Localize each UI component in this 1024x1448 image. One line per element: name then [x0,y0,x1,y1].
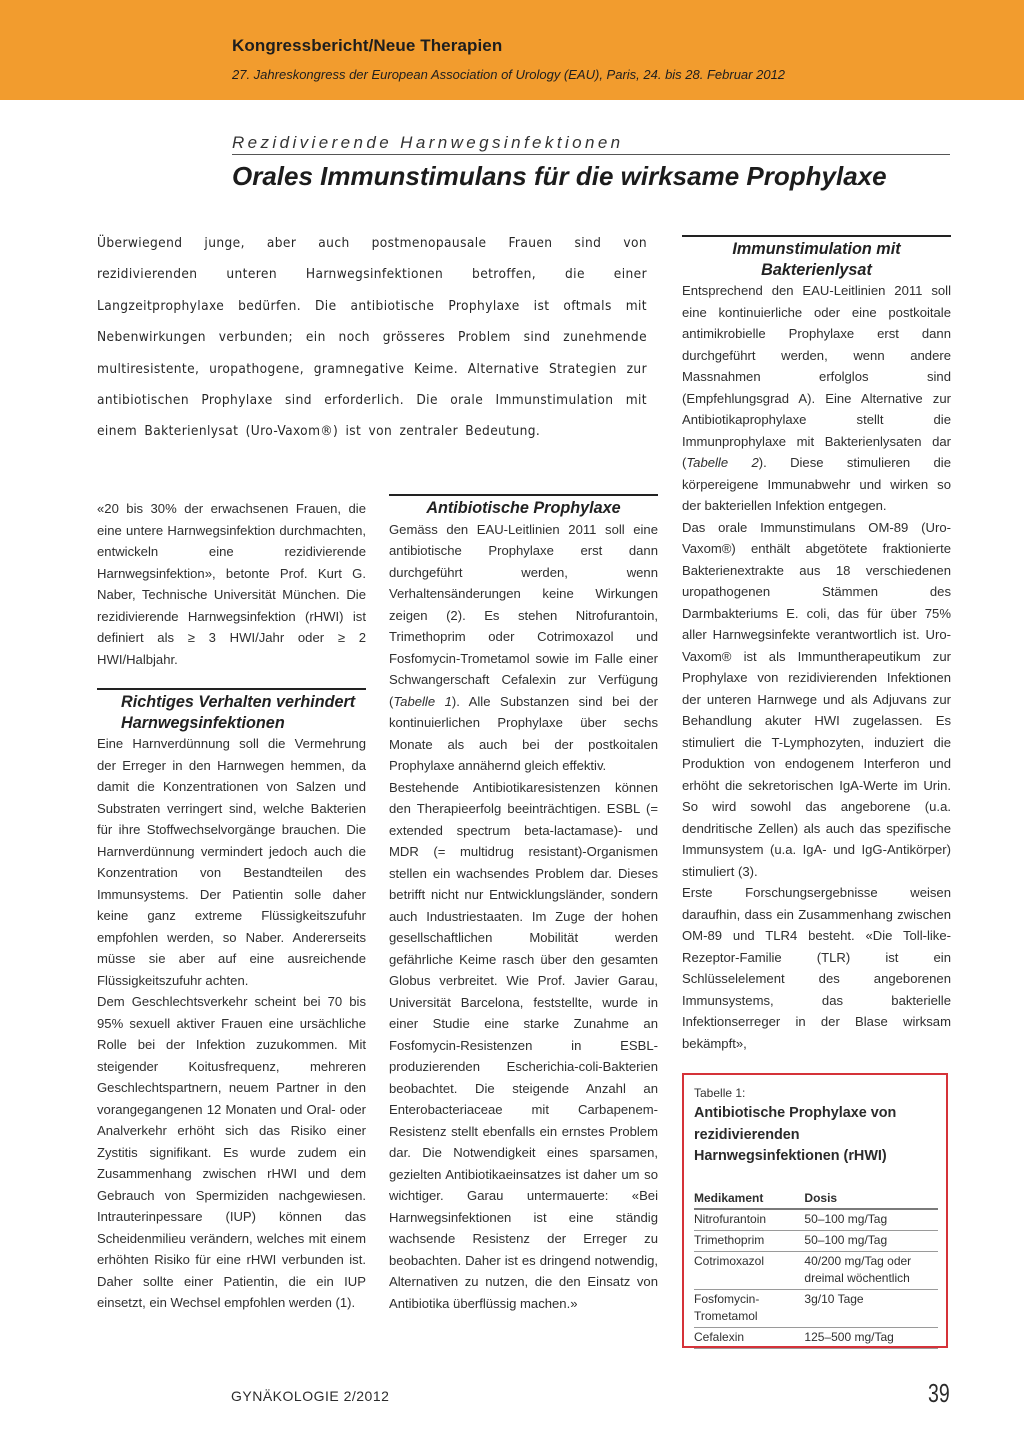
col2-p1-text-b: ). Alle Substanzen sind bei der kontinuierlichen Prophylaxe über sechs Monate als auch bei der postkoitalen Prophylaxe annähernd gleich effektiv. [389,693,658,773]
table-2-reference: Tabelle 2 [686,455,759,470]
table-row [694,1251,938,1289]
table-cell-dose: 50–100 mg/Tag [792,1230,938,1251]
table-1-label: Tabelle 1: [694,1086,746,1100]
table-cell-drug: Nitrofurantoin [694,1209,792,1231]
column-3 [682,235,951,1054]
column-2 [389,494,658,1314]
table-1 [694,1190,938,1349]
table-1-title: Antibiotische Prophylaxe von rezidivierenden Harnwegsinfektionen (rHWI) [694,1105,897,1164]
col3-subheading: Immunstimulation mit Bakterienlysat [682,235,951,280]
table-row [694,1209,938,1231]
col1-subheading: Richtiges Verhalten verhindert Harnwegsinfektionen [97,688,366,733]
col1-paragraph-2: Eine Harnverdünnung soll die Vermehrung der Erreger in den Harnwegen hemmen, da damit die Konzentrationen von Salzen und Substraten verringert sind, welche Bakterien für ihre Stoffwechselvorgänge brauchen. Die Harnverdünnung vermindert jedoch auch die Konzentration von Bestandteilen des Immunsystems. Der Patientin solle daher keine ganz extreme Flüssigkeitszufuhr empfohlen werden, so Naber. Andererseits müsse sie aber auf eine ausreichende Flüssigkeitszufuhr achten. [97,736,366,988]
col2-subheading: Antibiotische Prophylaxe [389,494,658,519]
page-number: 39 [928,1378,950,1408]
col1-paragraph-1: «20 bis 30% der erwachsenen Frauen, die eine untere Harnwegsinfektion durchmachten, entwickeln eine rezidivierende Harnwegsinfektion», betonte Prof. Kurt G. Naber, Technische Universität München. Die rezidivierende Harnwegsinfektion (rHWI) ist definiert als ≥ 3 HWI/Jahr oder ≥ 2 HWI/Halbjahr. [97,501,366,667]
col2-paragraph-2: Bestehende Antibiotikaresistenzen können den Therapieerfolg beeinträchtigen. ESBL (= extended spectrum beta-lactamase)- und MDR (= multidrug resistant)-Organismen stellen ein wachsendes Problem dar. Dieses betrifft nicht nur Entwicklungsländer, sondern auch Industriestaaten. Im Zuge der hohen gesellschaftlichen Mobilität werden gefährliche Keime rasch über den gesamten Globus verbreitet. Wie Prof. Javier Garau, Universität Barcelona, feststellte, wurde in einer Studie eine starke Zunahme an Fosfomycin-Resistenzen in ESBL-produzierenden Escherichia-coli-Bakterien beobachtet. Die steigende Anzahl an Enterobacteriaceae mit Carbapenem-Resistenz stellt ebenfalls ein ernstes Problem dar. Die Notwendigkeit eines sparsamen, gezielten Antibiotikaeinsatzes ist daher um so wichtiger. Garau untermauerte: «Bei Harnwegsinfektionen ist eine ständig wachsende Resistenz der Erreger zu beobachten. Daher ist es dringend notwendig, Alternativen zu nutzen, die den Einsatz von Antibiotika überflüssig machen.» [389,779,658,1311]
article-title: Orales Immunstimulans für die wirksame Prophylaxe [232,161,887,191]
col1-paragraph-3: Dem Geschlechtsverkehr scheint bei 70 bis 95% sexuell aktiver Frauen eine ursächliche Rolle bei der Infektion zuzukommen. Mit steigender Koitusfrequenz, mehreren Geschlechtspartnern, neuem Partner in den vorangegangenen 12 Monaten und Oral- oder Analverkehr erhöht sich das Risiko einer Zystitis signifikant. Es wurde zudem ein Zusammenhang zwischen rHWI und dem Gebrauch von Spermiziden nachgewiesen. Intrauterinpessare (IUP) können das Scheidenmilieu verändern, welches mit einem erhöhten Risiko für eine rHWI verbunden ist. Daher sollte einer Patientin, die ein IUP einsetzt, ein Wechsel empfohlen werden (1). [97,994,366,1310]
column-1 [97,498,366,1314]
col2-paragraph-1 [389,519,658,777]
col3-p1-text-b: ). Diese stimulieren die körpereigene Immunabwehr und wirken so der bakteriellen Infektion entgegen. [682,455,951,513]
table-row [694,1327,938,1348]
journal-footer: GYNÄKOLOGIE 2/2012 [231,1388,390,1404]
col3-paragraph-1 [682,280,951,517]
col3-paragraph-2: Das orale Immunstimulans OM-89 (Uro-Vaxom®) enthält abgetötete fraktionierte Bakterienextrakte aus 18 verschiedenen uropathogenen Stämmen des Darmbakteriums E. coli, das für über 75% aller Harnwegsinfekte verantwortlich ist. Uro-Vaxom® ist als Immuntherapeutikum zur Prophylaxe von rezidivierenden Infektionen der unteren Harnwege und als Adjuvans zur Behandlung akuter HWI zugelassen. Es stimuliert die T-Lymphozyten, induziert die Produktion von endogenem Interferon und erhöht die sekretorischen IgA-Werte im Urin. So wird sowohl das angeborene (u.a. dendritische Zellen) als auch das spezifische Immunsystem (u.a. IgA- und IgG-Antikörper) stimuliert (3). [682,519,951,879]
table-cell-drug: Fosfomycin-Trometamol [694,1289,792,1327]
table-cell-drug: Trimethoprim [694,1230,792,1251]
table-header-row [694,1190,938,1209]
table-cell-drug: Cefalexin [694,1327,792,1348]
table-1-box [682,1073,948,1348]
col3-p1-text-a: Entsprechend den EAU-Leitlinien 2011 soll eine kontinuierliche oder eine postkoitale antimikrobielle Prophylaxe erst dann durchgeführt werden, wenn andere Massnahmen erfolglos sind (Empfehlungsgrad A). Eine Alternative zur Antibiotikaprophylaxe stellt die Immunprophylaxe mit Bakterienlysaten dar ( [682,283,951,470]
table-cell-dose: 50–100 mg/Tag [792,1209,938,1231]
col3-paragraph-3: Erste Forschungsergebnisse weisen daraufhin, dass ein Zusammenhang zwischen OM-89 und TLR4 besteht. «Die Toll-like-Rezeptor-Familie (TLR) ist ein Schlüsselelement des angeborenen Immunsystems, das bakterielle Infektionserreger in der Blase wirksam bekämpft», [682,885,951,1051]
article-lead: Überwiegend junge, aber auch postmenopausale Frauen sind von rezidivierenden unteren Harnwegsinfektionen betroffen, die einer Langzeitprophylaxe bedürfen. Die antibiotische Prophylaxe ist oftmals mit Nebenwirkungen verbunden; ein noch grösseres Problem sind zunehmende multiresistente, uropathogene, gramnegative Keime. Alternative Strategien zur antibiotischen Prophylaxe sind erforderlich. Die orale Immunstimulation mit einem Bakterienlysat (Uro-Vaxom®) ist von zentraler Bedeutung. [97,235,647,440]
table-header-dose: Dosis [792,1190,938,1209]
table-cell-dose: 40/200 mg/Tag oder dreimal wöchentlich [792,1251,938,1289]
congress-line: 27. Jahreskongress der European Association of Urology (EAU), Paris, 24. bis 28. Februar 2012 [232,67,786,82]
col2-p1-text-a: Gemäss den EAU-Leitlinien 2011 soll eine antibiotische Prophylaxe erst dann durchgeführt werden, wenn Verhaltensänderungen keine Wirkungen zeigen (2). Es stehen Nitrofurantoin, Trimethoprim oder Cotrimoxazol und Fosfomycin-Trometamol sowie im Falle einer Schwangerschaft Cefalexin zur Verfügung ( [389,521,658,709]
table-cell-dose: 125–500 mg/Tag [792,1327,938,1348]
table-header-drug: Medikament [694,1190,792,1209]
table-row [694,1230,938,1251]
table-cell-drug: Cotrimoxazol [694,1251,792,1289]
header-banner [0,0,1024,100]
table-1-reference: Tabelle 1 [393,693,452,709]
article-kicker: Rezidivierende Harnwegsinfektionen [232,133,950,155]
table-row [694,1289,938,1327]
table-cell-dose: 3g/10 Tage [792,1289,938,1327]
section-rubric: Kongressbericht/Neue Therapien [232,36,503,55]
